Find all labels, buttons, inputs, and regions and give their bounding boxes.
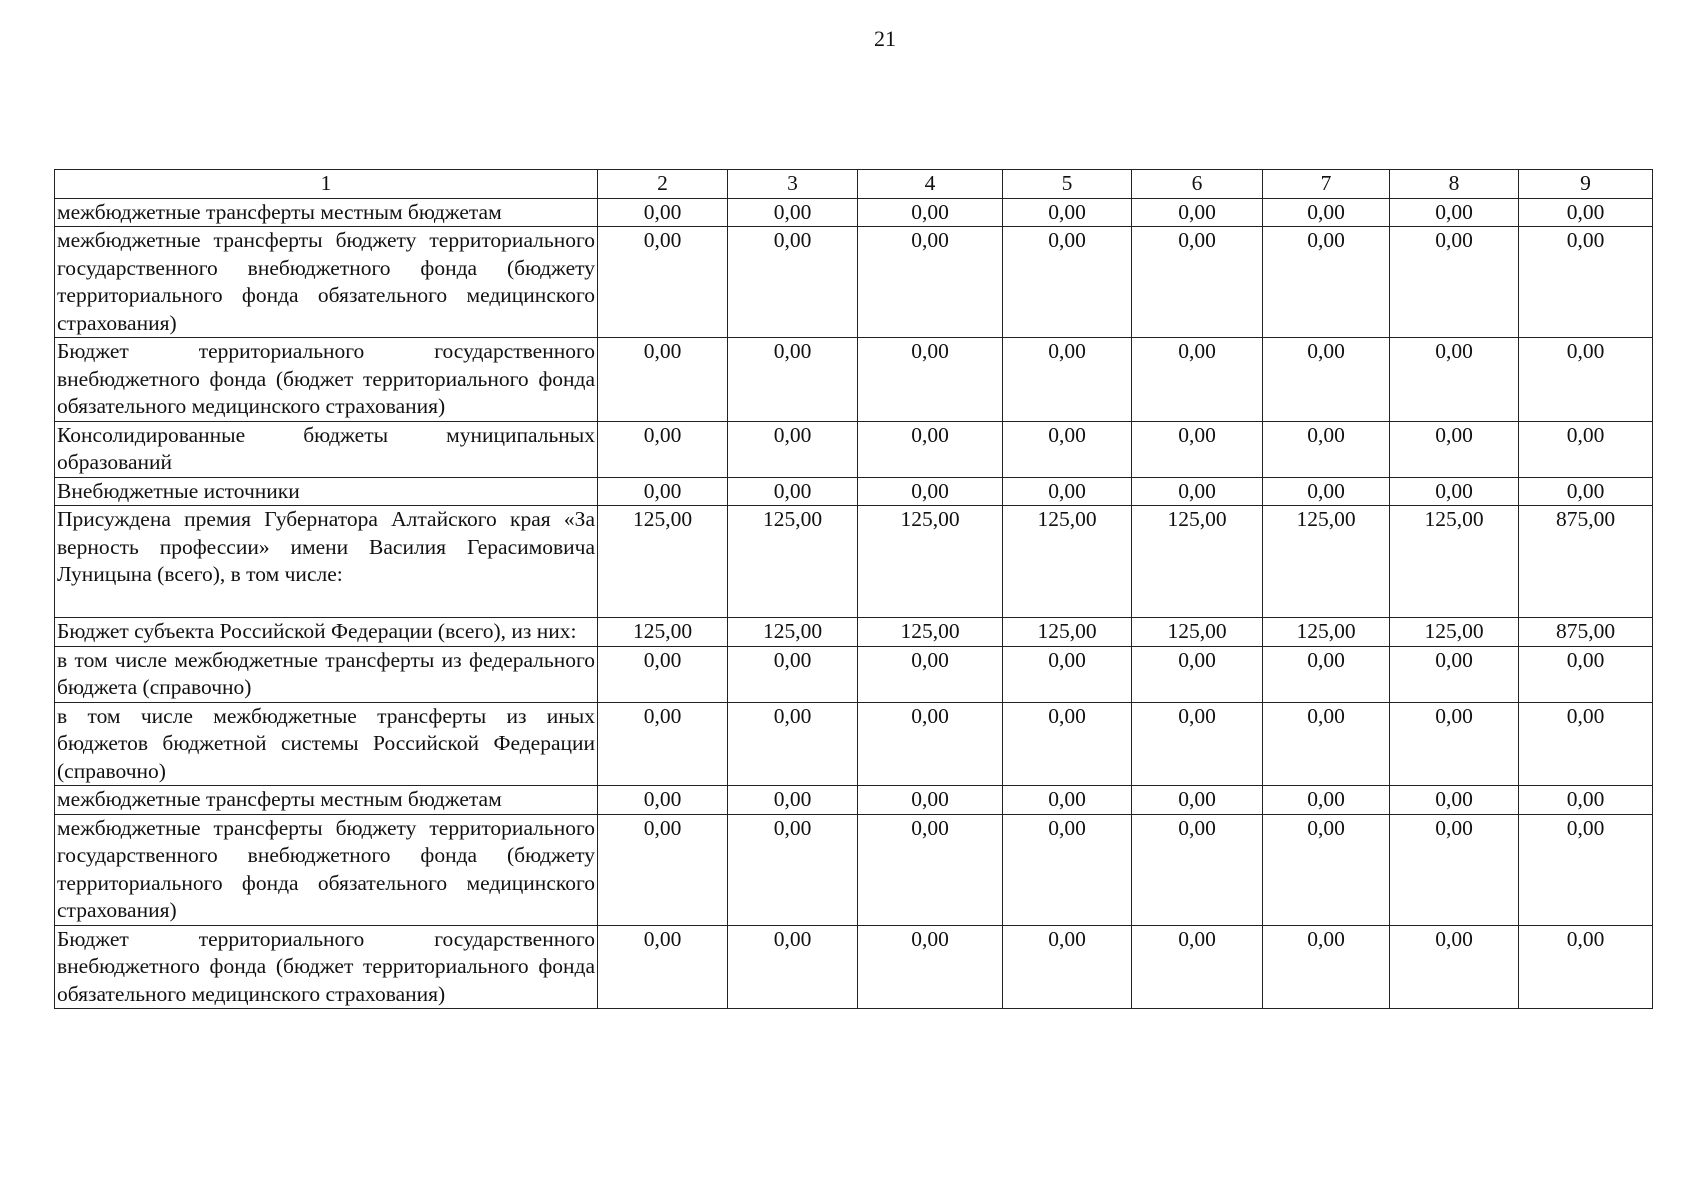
cell-value: 0,00 <box>1003 477 1132 506</box>
cell-value: 0,00 <box>858 227 1003 338</box>
cell-value: 0,00 <box>1390 702 1519 786</box>
cell-value: 0,00 <box>1263 227 1390 338</box>
column-header: 8 <box>1390 170 1519 199</box>
cell-value: 0,00 <box>598 646 728 702</box>
cell-value: 0,00 <box>858 477 1003 506</box>
cell-value: 0,00 <box>728 702 858 786</box>
row-label: в том числе межбюджетные трансферты из иных бюджетов бюджетной системы Российской Федерации (справочно) <box>55 702 598 786</box>
cell-value: 125,00 <box>1003 506 1132 618</box>
cell-value: 0,00 <box>1519 814 1653 925</box>
row-label: межбюджетные трансферты местным бюджетам <box>55 198 598 227</box>
cell-value: 0,00 <box>598 421 728 477</box>
cell-value: 0,00 <box>1519 786 1653 815</box>
table-row <box>55 702 1653 786</box>
cell-value: 0,00 <box>728 786 858 815</box>
row-label: Бюджет территориального государственного внебюджетного фонда (бюджет территориального фонда обязательного медицинского страхования) <box>55 925 598 1009</box>
cell-value: 0,00 <box>1263 477 1390 506</box>
cell-value: 0,00 <box>1003 786 1132 815</box>
cell-value: 0,00 <box>598 198 728 227</box>
cell-value: 0,00 <box>1390 786 1519 815</box>
row-label: Консолидированные бюджеты муниципальных образований <box>55 421 598 477</box>
cell-value: 0,00 <box>1003 227 1132 338</box>
cell-value: 0,00 <box>1519 198 1653 227</box>
cell-value: 0,00 <box>1132 421 1263 477</box>
cell-value: 0,00 <box>1519 646 1653 702</box>
cell-value: 0,00 <box>1132 227 1263 338</box>
cell-value: 0,00 <box>598 702 728 786</box>
column-header: 4 <box>858 170 1003 199</box>
cell-value: 0,00 <box>1263 646 1390 702</box>
cell-value: 0,00 <box>1003 421 1132 477</box>
column-header: 9 <box>1519 170 1653 199</box>
cell-value: 125,00 <box>1132 506 1263 618</box>
cell-value: 0,00 <box>1390 198 1519 227</box>
row-label: Присуждена премия Губернатора Алтайского края «За верность профессии» имени Василия Герасимовича Луницына (всего), в том числе: <box>55 506 598 618</box>
table-row <box>55 925 1653 1009</box>
cell-value: 125,00 <box>598 618 728 647</box>
cell-value: 125,00 <box>1263 618 1390 647</box>
table-row <box>55 814 1653 925</box>
cell-value: 0,00 <box>1003 198 1132 227</box>
column-header: 3 <box>728 170 858 199</box>
column-header: 5 <box>1003 170 1132 199</box>
cell-value: 0,00 <box>598 814 728 925</box>
cell-value: 0,00 <box>858 702 1003 786</box>
cell-value: 0,00 <box>1003 338 1132 422</box>
cell-value: 0,00 <box>1263 702 1390 786</box>
cell-value: 0,00 <box>1390 338 1519 422</box>
cell-value: 0,00 <box>1263 786 1390 815</box>
cell-value: 0,00 <box>1519 338 1653 422</box>
cell-value: 0,00 <box>728 421 858 477</box>
cell-value: 0,00 <box>1390 477 1519 506</box>
cell-value: 0,00 <box>858 786 1003 815</box>
header-row <box>55 170 1653 199</box>
cell-value: 0,00 <box>1132 338 1263 422</box>
row-label: Внебюджетные источники <box>55 477 598 506</box>
cell-value: 0,00 <box>858 338 1003 422</box>
row-label: в том числе межбюджетные трансферты из федерального бюджета (справочно) <box>55 646 598 702</box>
cell-value: 0,00 <box>1132 786 1263 815</box>
cell-value: 0,00 <box>858 646 1003 702</box>
row-label: Бюджет субъекта Российской Федерации (всего), из них: <box>55 618 598 647</box>
cell-value: 125,00 <box>598 506 728 618</box>
cell-value: 0,00 <box>1519 227 1653 338</box>
cell-value: 0,00 <box>598 786 728 815</box>
row-label: межбюджетные трансферты бюджету территориального государственного внебюджетного фонда (бюджету территориального фонда обязательного медицинского страхования) <box>55 227 598 338</box>
cell-value: 125,00 <box>1263 506 1390 618</box>
cell-value: 0,00 <box>1390 421 1519 477</box>
cell-value: 0,00 <box>1390 814 1519 925</box>
cell-value: 0,00 <box>1132 477 1263 506</box>
cell-value: 125,00 <box>858 618 1003 647</box>
cell-value: 125,00 <box>1390 506 1519 618</box>
cell-value: 0,00 <box>1132 702 1263 786</box>
budget-table <box>54 169 1653 1009</box>
cell-value: 125,00 <box>1390 618 1519 647</box>
cell-value: 0,00 <box>1519 477 1653 506</box>
cell-value: 0,00 <box>728 814 858 925</box>
cell-value: 0,00 <box>1003 702 1132 786</box>
cell-value: 0,00 <box>1519 421 1653 477</box>
cell-value: 0,00 <box>728 477 858 506</box>
cell-value: 0,00 <box>1390 646 1519 702</box>
page-number: 21 <box>874 26 896 51</box>
table-row <box>55 227 1653 338</box>
cell-value: 0,00 <box>858 421 1003 477</box>
cell-value: 0,00 <box>1003 814 1132 925</box>
table-row <box>55 198 1653 227</box>
cell-value: 0,00 <box>728 198 858 227</box>
table-row <box>55 786 1653 815</box>
column-header: 2 <box>598 170 728 199</box>
cell-value: 0,00 <box>598 925 728 1009</box>
cell-value: 125,00 <box>1003 618 1132 647</box>
cell-value: 125,00 <box>858 506 1003 618</box>
cell-value: 0,00 <box>1132 198 1263 227</box>
cell-value: 0,00 <box>1263 421 1390 477</box>
cell-value: 0,00 <box>1390 925 1519 1009</box>
cell-value: 0,00 <box>1263 198 1390 227</box>
column-header: 6 <box>1132 170 1263 199</box>
column-header: 7 <box>1263 170 1390 199</box>
cell-value: 0,00 <box>728 646 858 702</box>
cell-value: 125,00 <box>728 506 858 618</box>
cell-value: 0,00 <box>1132 814 1263 925</box>
cell-value: 0,00 <box>1390 227 1519 338</box>
cell-value: 125,00 <box>1132 618 1263 647</box>
cell-value: 0,00 <box>1132 925 1263 1009</box>
cell-value: 0,00 <box>858 814 1003 925</box>
row-label: межбюджетные трансферты местным бюджетам <box>55 786 598 815</box>
cell-value: 0,00 <box>598 338 728 422</box>
cell-value: 0,00 <box>598 227 728 338</box>
column-header: 1 <box>55 170 598 199</box>
cell-value: 875,00 <box>1519 506 1653 618</box>
cell-value: 0,00 <box>728 227 858 338</box>
cell-value: 0,00 <box>728 338 858 422</box>
cell-value: 0,00 <box>858 925 1003 1009</box>
cell-value: 0,00 <box>1003 646 1132 702</box>
row-label: межбюджетные трансферты бюджету территориального государственного внебюджетного фонда (бюджету территориального фонда обязательного медицинского страхования) <box>55 814 598 925</box>
cell-value: 0,00 <box>728 925 858 1009</box>
cell-value: 875,00 <box>1519 618 1653 647</box>
cell-value: 0,00 <box>1003 925 1132 1009</box>
cell-value: 0,00 <box>1263 925 1390 1009</box>
table-row <box>55 338 1653 422</box>
table-row <box>55 506 1653 618</box>
row-label: Бюджет территориального государственного внебюджетного фонда (бюджет территориального фонда обязательного медицинского страхования) <box>55 338 598 422</box>
cell-value: 0,00 <box>858 198 1003 227</box>
cell-value: 0,00 <box>1519 925 1653 1009</box>
cell-value: 0,00 <box>1263 338 1390 422</box>
cell-value: 0,00 <box>598 477 728 506</box>
cell-value: 0,00 <box>1263 814 1390 925</box>
cell-value: 125,00 <box>728 618 858 647</box>
cell-value: 0,00 <box>1519 702 1653 786</box>
table-row <box>55 421 1653 477</box>
table-row <box>55 618 1653 647</box>
cell-value: 0,00 <box>1132 646 1263 702</box>
table-row <box>55 477 1653 506</box>
table-row <box>55 646 1653 702</box>
